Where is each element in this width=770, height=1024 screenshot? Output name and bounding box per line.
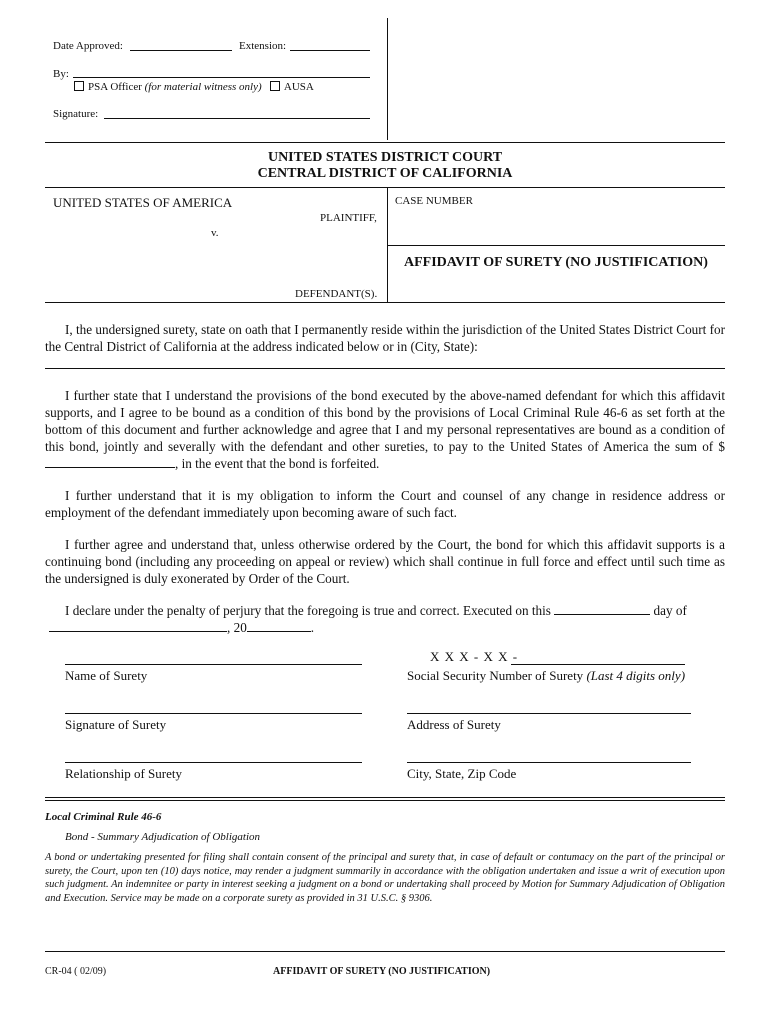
extension-field[interactable] — [290, 50, 370, 51]
ssn-label: Social Security Number of Surety — [407, 668, 584, 683]
footer-rule — [45, 951, 725, 952]
dollar-sign: $ — [718, 439, 726, 454]
surety-relationship-field[interactable] — [65, 762, 362, 763]
psa-officer-label: PSA Officer — [88, 81, 142, 93]
residence-text: I, the undersigned surety, state on oath that I permanently reside within the jurisdiction of the United States District Court for the Central District of California at the address indicated below or in (City, State): — [45, 322, 725, 354]
psa-officer-note: (for material witness only) — [144, 81, 262, 93]
day-of-label: day of — [653, 603, 687, 618]
approval-signature-field[interactable] — [104, 118, 370, 119]
surety-city-label: City, State, Zip Code — [407, 766, 517, 781]
approver-type-row — [74, 81, 314, 93]
date-approved-label: Date Approved: — [53, 40, 123, 52]
executed-month-field[interactable] — [49, 619, 227, 632]
year-prefix: , 20 — [227, 620, 247, 635]
versus-label: v. — [211, 227, 219, 239]
bond-forfeit-text: , in the event that the bond is forfeited. — [175, 456, 380, 471]
declaration-text: I declare under the penalty of perjury that the foregoing is true and correct. Executed on this — [65, 603, 551, 618]
rule-title: Local Criminal Rule 46-6 — [45, 811, 162, 823]
surety-name-label: Name of Surety — [65, 668, 148, 683]
plaintiff-label: PLAINTIFF, — [320, 212, 377, 224]
rule-subtitle: Bond - Summary Adjudication of Obligation — [65, 831, 261, 843]
surety-relationship-label: Relationship of Surety — [65, 766, 182, 781]
ssn-note: (Last 4 digits only) — [586, 668, 686, 683]
ssn-prefix: X X X - X X - — [430, 649, 519, 664]
ausa-checkbox[interactable] — [270, 81, 280, 91]
surety-signature-label: Signature of Surety — [65, 717, 167, 732]
declaration-date-row — [49, 619, 314, 636]
by-label: By: — [53, 68, 69, 80]
continuing-bond-text: I further agree and understand that, unless otherwise ordered by the Court, the bond for which this affidavit supports is a continuing bond (including any proceeding on appeal or review) which shall continue in full force and effect until such time as the undersigned is duly exonerated by Order of the Court. — [45, 537, 725, 586]
bond-paragraph — [45, 387, 725, 472]
signature-label: Signature: — [53, 108, 99, 120]
declaration-paragraph — [45, 602, 725, 619]
bond-amount-field[interactable] — [45, 455, 175, 468]
header-rule — [45, 142, 725, 143]
residence-location-field[interactable] — [45, 368, 725, 369]
case-number-label: CASE NUMBER — [395, 195, 473, 207]
by-field[interactable] — [73, 77, 370, 78]
defendant-label: DEFENDANT(S). — [295, 288, 378, 300]
rule-double-line-1 — [45, 797, 725, 798]
extension-label: Extension: — [239, 40, 287, 52]
ssn-label-row — [407, 668, 685, 684]
surety-address-label: Address of Surety — [407, 717, 501, 732]
surety-signature-field[interactable] — [65, 713, 362, 714]
form-number: CR-04 ( 02/09) — [45, 966, 107, 977]
caption-bottom-rule — [45, 302, 725, 303]
court-name: UNITED STATES DISTRICT COURT — [267, 150, 503, 165]
case-number-rule — [387, 245, 725, 246]
court-district: CENTRAL DISTRICT OF CALIFORNIA — [257, 166, 513, 181]
executed-day-field[interactable] — [554, 602, 650, 615]
bond-text: I further state that I understand the provisions of the bond executed by the above-named defendant for which this affidavit supports, and I agree to be bound as a condition of this bond by the provisions of Local Criminal Rule 46-6 as set forth at the bottom of this document and further acknowledge and agree that I and my personal representatives are bound as a condition of this bond, jointly and severally with the defendant and other sureties, to pay to the United States of America the sum of — [45, 388, 725, 454]
surety-city-field[interactable] — [407, 762, 691, 763]
residence-paragraph — [45, 321, 725, 355]
ssn-last4-field[interactable] — [511, 664, 685, 665]
continuing-bond-paragraph — [45, 536, 725, 587]
rule-text: A bond or undertaking presented for filing shall contain consent of the principal and surety that, in case of default or contumacy on the part of the principal or surety, the Court, upon ten (10) days notice, may render a judgment summarily in accordance with the obligation undertaken and issue a writ of execution upon such judgment. An indemnitee or party in interest seeking a judgment on a bond or undertaking shall proceed by Motion for Summary Adjudication of Obligation and Execution. Service may be made on a corporate surety as provided in 31 U.S.C. § 9306. — [45, 852, 725, 904]
psa-officer-checkbox[interactable] — [74, 81, 84, 91]
plaintiff-name: UNITED STATES OF AMERICA — [53, 195, 233, 210]
header-box-divider — [387, 18, 388, 140]
surety-name-field[interactable] — [65, 664, 362, 665]
notify-text: I further understand that it is my obligation to inform the Court and counsel of any change in residence address or employment of the defendant immediately upon becoming aware of such fact. — [45, 488, 725, 520]
case-number-field[interactable] — [396, 208, 721, 240]
ausa-label: AUSA — [283, 81, 314, 93]
rule-double-line-2 — [45, 800, 725, 801]
footer-title: AFFIDAVIT OF SURETY (NO JUSTIFICATION) — [273, 966, 491, 977]
caption-top-rule — [45, 187, 725, 188]
declaration-period: . — [310, 620, 315, 635]
surety-address-field[interactable] — [407, 713, 691, 714]
executed-year-field[interactable] — [247, 619, 311, 632]
document-title: AFFIDAVIT OF SURETY (NO JUSTIFICATION) — [404, 255, 708, 270]
notify-paragraph — [45, 487, 725, 521]
date-approved-field[interactable] — [130, 50, 232, 51]
